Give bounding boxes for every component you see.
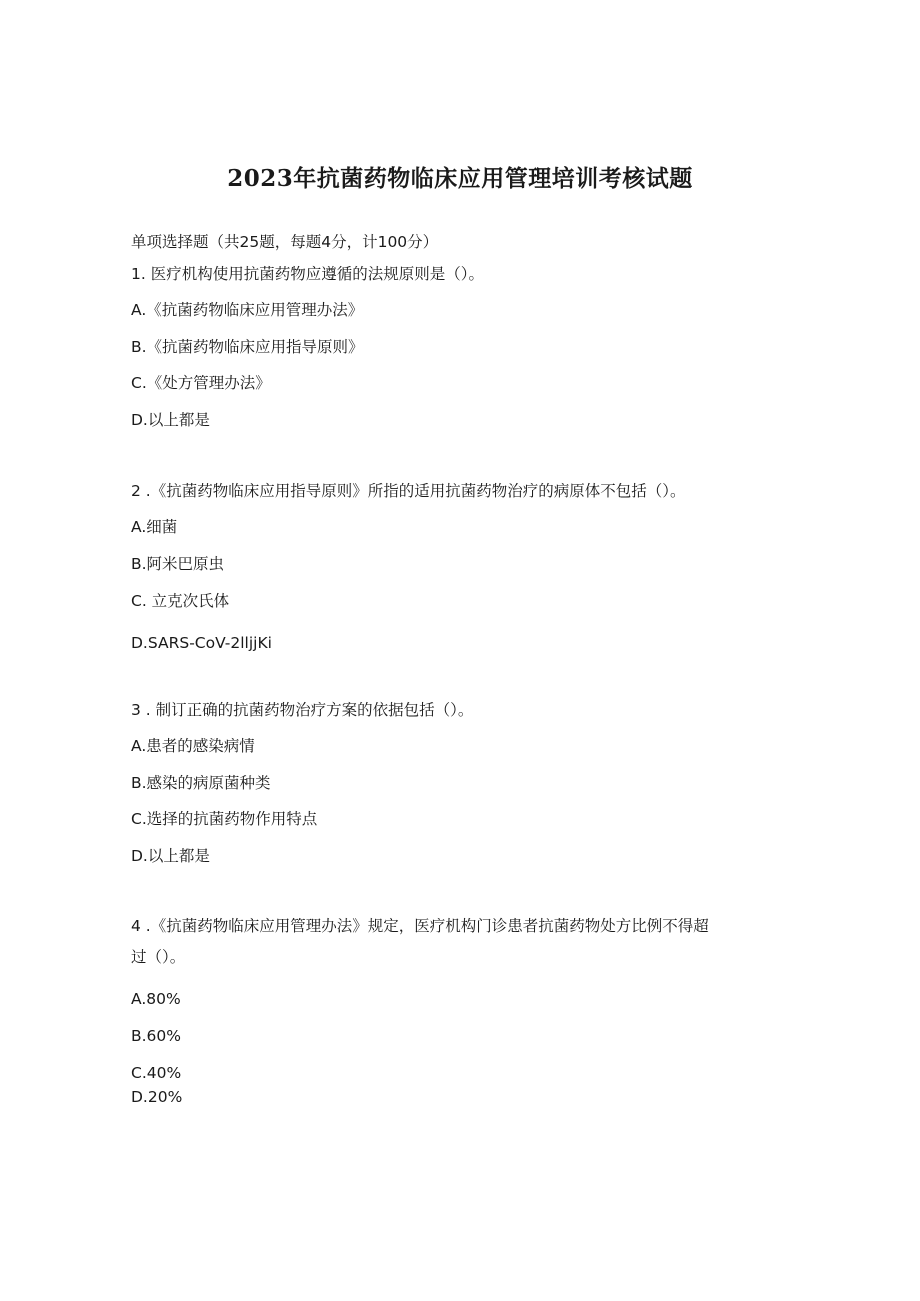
- question-3-option-c: C.选择的抗菌药物作用特点: [131, 810, 318, 828]
- section-header: 单项选择题（共25题，每题4分，计100分）: [131, 233, 439, 251]
- question-2-option-d: D.SARS-CoV-2lljjKi: [131, 634, 272, 652]
- question-3-option-b: B.感染的病原菌种类: [131, 774, 271, 792]
- question-4-stem-line-2: 过（）。: [131, 948, 186, 966]
- question-4-option-b: B.60%: [131, 1027, 182, 1045]
- question-2-stem: 2 .《抗菌药物临床应用指导原则》所指的适用抗菌药物治疗的病原体不包括（）。: [131, 482, 686, 500]
- question-3-option-d: D.以上都是: [131, 847, 210, 865]
- question-2-option-c: C. 立克次氏体: [131, 592, 230, 610]
- question-2-option-a: A.细菌: [131, 518, 178, 536]
- question-4-option-d: D.20%: [131, 1088, 183, 1106]
- question-3-stem: 3 . 制订正确的抗菌药物治疗方案的依据包括（）。: [131, 701, 474, 719]
- question-2-option-b: B.阿米巴原虫: [131, 555, 225, 573]
- question-4-option-a: A.80%: [131, 990, 181, 1008]
- document-title: 2023年抗菌药物临床应用管理培训考核试题: [227, 165, 693, 192]
- question-1-option-a: A.《抗菌药物临床应用管理办法》: [131, 301, 364, 319]
- question-3-option-a: A.患者的感染病情: [131, 737, 255, 755]
- question-1-option-c: C.《处方管理办法》: [131, 374, 271, 392]
- question-1-option-b: B.《抗菌药物临床应用指导原则》: [131, 338, 364, 356]
- question-4-option-c: C.40%: [131, 1064, 182, 1082]
- question-4-stem-line-1: 4 .《抗菌药物临床应用管理办法》规定，医疗机构门诊患者抗菌药物处方比例不得超: [131, 917, 709, 935]
- question-1-stem: 1. 医疗机构使用抗菌药物应遵循的法规原则是（）。: [131, 265, 484, 283]
- question-1-option-d: D.以上都是: [131, 411, 210, 429]
